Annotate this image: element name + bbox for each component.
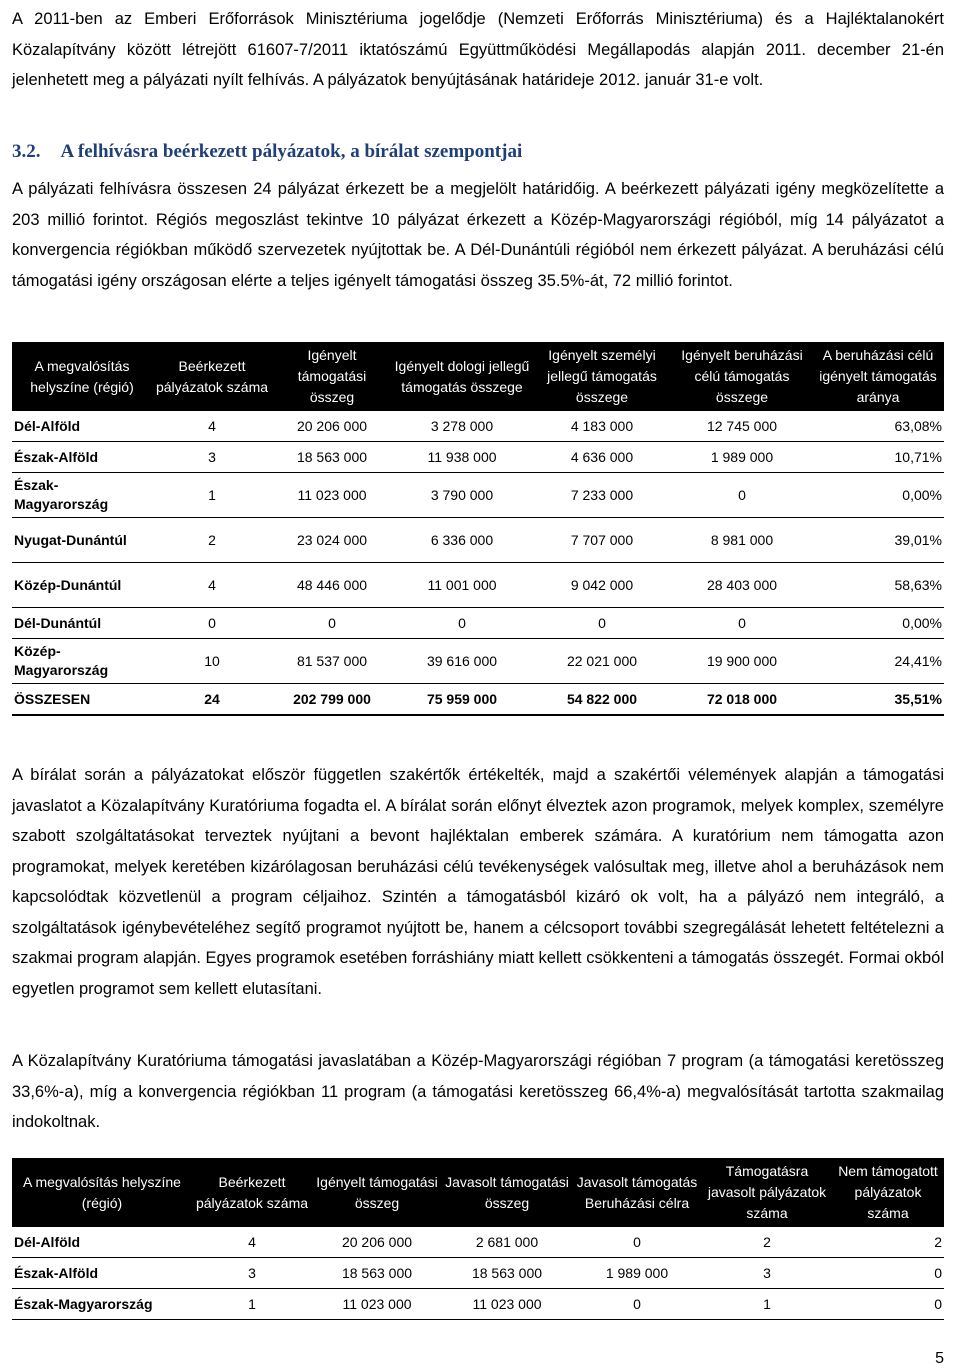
column-header: Javasolt támogatási összeg <box>442 1158 572 1227</box>
page-number: 5 <box>935 1350 944 1367</box>
table-row <box>12 1258 944 1289</box>
table-cell: 7 233 000 <box>532 473 672 518</box>
table-cell: 28 403 000 <box>672 563 812 608</box>
table-cell: 54 822 000 <box>532 684 672 716</box>
table-cell: 6 336 000 <box>392 518 532 563</box>
table-cell: 18 563 000 <box>312 1258 442 1289</box>
table-cell: 0 <box>532 608 672 639</box>
total-row <box>12 684 944 716</box>
table-cell: 4 636 000 <box>532 442 672 473</box>
table-cell: 11 023 000 <box>272 473 392 518</box>
column-header: Igényelt támogatási összeg <box>312 1158 442 1227</box>
region-cell: Közép-Magyarország <box>12 639 152 684</box>
table-cell: 81 537 000 <box>272 639 392 684</box>
intro-paragraph: A 2011-ben az Emberi Erőforrások Minisztériuma jogelődje (Nemzeti Erőforrás Minisztériuma) és a Hajléktalanokért Közalapítvány között létrejött 61607-7/2011 iktatószámú Együttműködési Megállapodás alapján 2011. december 21-én jelenhetett meg a pályázati nyílt felhívás. A pályázatok benyújtásának határideje 2012. január 31-e volt. <box>12 10 944 89</box>
table-cell: 19 900 000 <box>672 639 812 684</box>
table-row <box>12 1289 944 1320</box>
column-header: Beérkezett pályázatok száma <box>192 1158 312 1227</box>
column-header: Igényelt beruházási célú támogatás összege <box>672 342 812 411</box>
table-cell: 1 989 000 <box>672 442 812 473</box>
applications-by-region-table <box>12 342 944 716</box>
table-cell: 0 <box>672 473 812 518</box>
proposed-support-table <box>12 1158 944 1320</box>
table-cell: 11 001 000 <box>392 563 532 608</box>
table-cell: 3 790 000 <box>392 473 532 518</box>
table-cell: 1 <box>152 473 272 518</box>
table-cell: 4 183 000 <box>532 411 672 442</box>
table-cell: 0 <box>152 608 272 639</box>
table-cell: 63,08% <box>812 411 944 442</box>
table-cell: 0 <box>832 1289 944 1320</box>
column-header: A megvalósítás helyszíne (régió) <box>12 342 152 411</box>
table-cell: 48 446 000 <box>272 563 392 608</box>
received-applications-paragraph: A pályázati felhívásra összesen 24 pályázat érkezett be a megjelölt határidőig. A beérkezett pályázati igény megközelítette a 203 millió forintot. Régiós megoszlást tekintve 10 pályázat érkezett a Közép-Magyarországi régióból, míg 14 pályázatot a konvergencia régiókban működő szervezetek nyújtottak be. A Dél-Dunántúli régióból nem érkezett pályázat. A beruházási célú támogatási igény országosan elérte a teljes igényelt támogatási összeg 35.5%-át, 72 millió forintot. <box>12 180 944 290</box>
region-cell: Észak-Magyarország <box>12 1289 192 1320</box>
column-header: Támogatásra javasolt pályázatok száma <box>702 1158 832 1227</box>
section-heading <box>12 141 522 163</box>
region-cell: Dél-Alföld <box>12 1227 192 1258</box>
table-cell: 0 <box>272 608 392 639</box>
region-cell: Dél-Dunántúl <box>12 608 152 639</box>
table-cell: 0,00% <box>812 473 944 518</box>
table-cell: 18 563 000 <box>442 1258 572 1289</box>
column-header: Igényelt dologi jellegű támogatás összege <box>392 342 532 411</box>
region-cell: Észak-Alföld <box>12 442 152 473</box>
table-cell: 3 <box>192 1258 312 1289</box>
table-cell: 7 707 000 <box>532 518 672 563</box>
table-cell: 24 <box>152 684 272 716</box>
table-cell: 23 024 000 <box>272 518 392 563</box>
table-cell: 18 563 000 <box>272 442 392 473</box>
table-cell: 8 981 000 <box>672 518 812 563</box>
table-header-row <box>12 1158 944 1227</box>
table-cell: 0 <box>572 1227 702 1258</box>
table-cell: 3 <box>702 1258 832 1289</box>
column-header: Beérkezett pályázatok száma <box>152 342 272 411</box>
region-cell: ÖSSZESEN <box>12 684 152 716</box>
table-cell: 0,00% <box>812 608 944 639</box>
table-cell: 11 023 000 <box>442 1289 572 1320</box>
table-row <box>12 563 944 608</box>
table-cell: 20 206 000 <box>272 411 392 442</box>
region-cell: Észak-Alföld <box>12 1258 192 1289</box>
table-row <box>12 639 944 684</box>
table-cell: 4 <box>152 563 272 608</box>
table-cell: 2 <box>152 518 272 563</box>
region-cell: Közép-Dunántúl <box>12 563 152 608</box>
table-cell: 58,63% <box>812 563 944 608</box>
table-cell: 0 <box>572 1289 702 1320</box>
table-cell: 10 <box>152 639 272 684</box>
table-cell: 202 799 000 <box>272 684 392 716</box>
table-row <box>12 608 944 639</box>
table-cell: 2 <box>702 1227 832 1258</box>
column-header: Igényelt támogatási összeg <box>272 342 392 411</box>
column-header: Javasolt támogatás Beruházási célra <box>572 1158 702 1227</box>
column-header: Igényelt személyi jellegű támogatás összege <box>532 342 672 411</box>
table-cell: 22 021 000 <box>532 639 672 684</box>
section-number: 3.2. <box>12 141 41 162</box>
table-cell: 39,01% <box>812 518 944 563</box>
table-cell: 3 278 000 <box>392 411 532 442</box>
table-cell: 1 989 000 <box>572 1258 702 1289</box>
table-row <box>12 442 944 473</box>
table-cell: 11 938 000 <box>392 442 532 473</box>
table-cell: 10,71% <box>812 442 944 473</box>
table-cell: 20 206 000 <box>312 1227 442 1258</box>
table-cell: 4 <box>152 411 272 442</box>
decision-paragraph: A Közalapítvány Kuratóriuma támogatási javaslatában a Közép-Magyarországi régióban 7 program (a támogatási keretösszeg 33,6%-a), míg a konvergencia régiókban 11 program (a támogatási keretösszeg 66,4%-a) megvalósítását tartotta szakmailag indokoltnak. <box>12 1052 944 1131</box>
table-cell: 0 <box>672 608 812 639</box>
region-cell: Dél-Alföld <box>12 411 152 442</box>
table-cell: 4 <box>192 1227 312 1258</box>
table-row <box>12 1227 944 1258</box>
table-cell: 9 042 000 <box>532 563 672 608</box>
region-cell: Nyugat-Dunántúl <box>12 518 152 563</box>
table-cell: 12 745 000 <box>672 411 812 442</box>
section-title: A felhívásra beérkezett pályázatok, a bírálat szempontjai <box>60 141 523 162</box>
table-cell: 2 681 000 <box>442 1227 572 1258</box>
table-cell: 2 <box>832 1227 944 1258</box>
column-header: A megvalósítás helyszíne (régió) <box>12 1158 192 1227</box>
table-cell: 24,41% <box>812 639 944 684</box>
table-header-row <box>12 342 944 411</box>
column-header: A beruházási célú igényelt támogatás aránya <box>812 342 944 411</box>
table-cell: 0 <box>392 608 532 639</box>
table-cell: 3 <box>152 442 272 473</box>
review-paragraph: A bírálat során a pályázatokat először független szakértők értékelték, majd a szakértői vélemények alapján a támogatási javaslatot a Közalapítvány Kuratóriuma fogadta el. A bírálat során előnyt élveztek azon programok, melyek komplex, személyre szabott szolgáltatásokat terveztek nyújtani a bevont hajléktalan emberek számára. A kuratórium nem támogatta azon programokat, melyek keretében kizárólagosan beruházási célú tevékenységek valósultak meg, illetve ahol a beruházások nem kapcsolódtak közvetlenül a program céljaihoz. Szintén a támogatásból kizáró ok volt, ha a pályázó nem integráló, a szolgáltatások igénybevételéhez segítő programot nyújtott be, hanem a célcsoport további szegregálását lehetett feltételezni a szakmai program alapján. Egyes programok esetében forráshiány miatt kellett csökkenteni a támogatás összegét. Formai okból egyetlen programot sem kellett elutasítani. <box>12 766 944 998</box>
table-cell: 1 <box>702 1289 832 1320</box>
region-cell: Észak-Magyarország <box>12 473 152 518</box>
table-cell: 11 023 000 <box>312 1289 442 1320</box>
column-header: Nem támogatott pályázatok száma <box>832 1158 944 1227</box>
table-cell: 1 <box>192 1289 312 1320</box>
table-cell: 0 <box>832 1258 944 1289</box>
table-cell: 75 959 000 <box>392 684 532 716</box>
table-row <box>12 473 944 518</box>
table-cell: 39 616 000 <box>392 639 532 684</box>
table-cell: 35,51% <box>812 684 944 716</box>
table-row <box>12 518 944 563</box>
table-row <box>12 411 944 442</box>
table-cell: 72 018 000 <box>672 684 812 716</box>
